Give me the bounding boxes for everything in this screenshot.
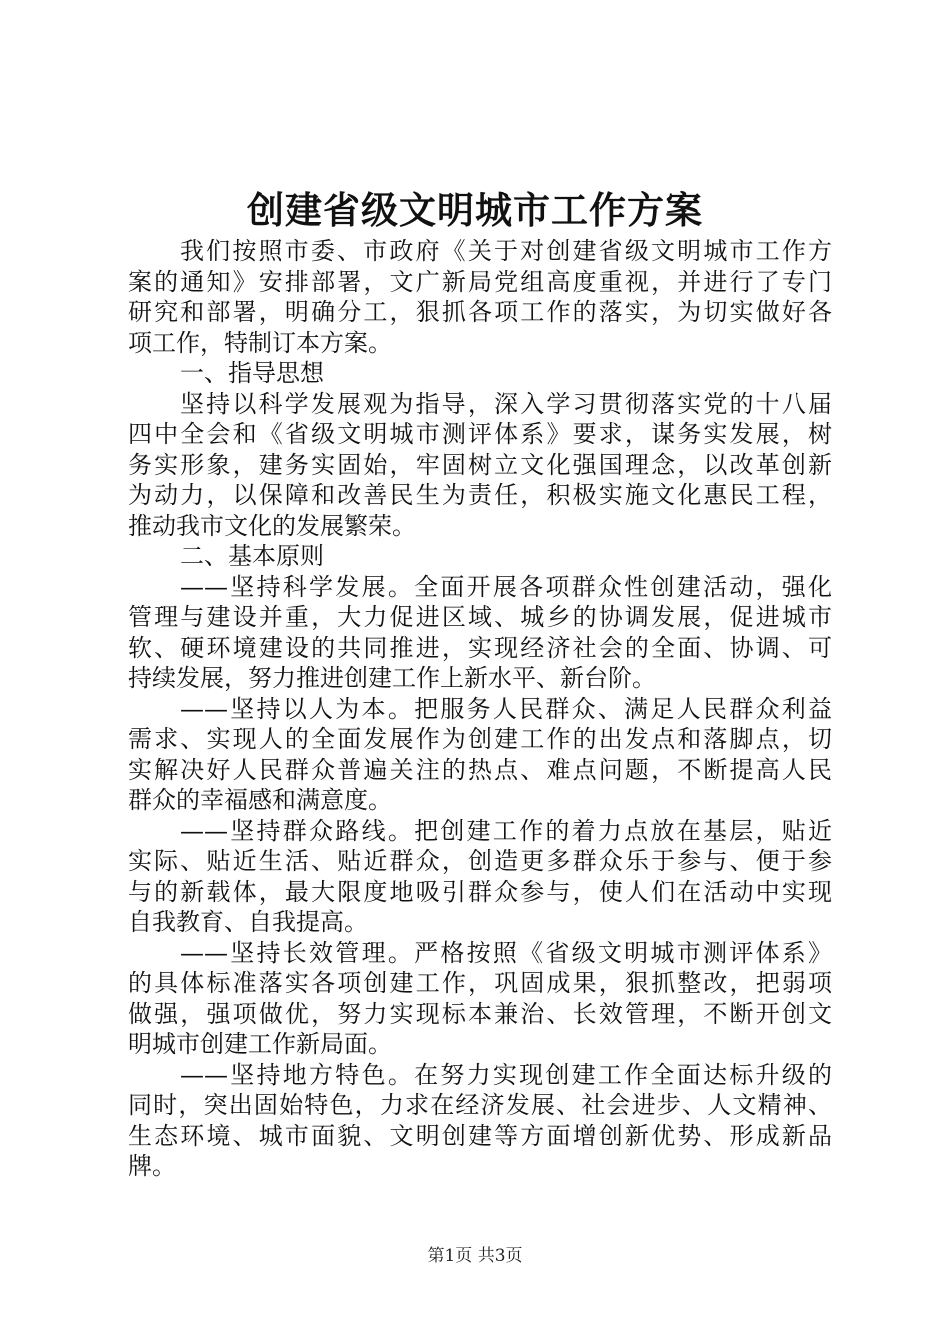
body-line: ——坚持群众路线。把创建工作的着力点放在基层，贴近 (180, 816, 832, 845)
body-line: 自我教育、自我提高。 (128, 908, 368, 936)
body-line: 我们按照市委、市政府《关于对创建省级文明城市工作方 (180, 237, 832, 265)
body-line: 务实形象，建务实固始，牢固树立文化强国理念，以改革创新 (128, 450, 832, 479)
body-line: 坚持以科学发展观为指导，深入学习贯彻落实党的十八届 (180, 389, 832, 418)
body-line: 做强，强项做优，努力实现标本兼治、长效管理，不断开创文 (128, 999, 832, 1028)
body-line: 二、基本原则 (180, 542, 324, 570)
body-line: 项工作，特制订本方案。 (128, 328, 392, 357)
body-line: 同时，突出固始特色，力求在经济发展、社会进步、人文精神、 (128, 1091, 832, 1119)
body-line: 需求、实现人的全面发展作为创建工作的出发点和落脚点，切 (128, 725, 832, 753)
body-line: 实际、贴近生活、贴近群众，创造更多群众乐于参与、便于参 (128, 847, 832, 875)
document-title: 创建省级文明城市工作方案 (247, 188, 703, 232)
body-line: 软、硬环境建设的共同推进，实现经济社会的全面、协调、可 (128, 633, 832, 662)
body-line: 明城市创建工作新局面。 (128, 1030, 392, 1058)
body-line: 实解决好人民群众普遍关注的热点、难点问题，不断提高人民 (128, 755, 832, 784)
body-line: 四中全会和《省级文明城市测评体系》要求，谋务实发展，树 (128, 420, 832, 448)
body-line: ——坚持科学发展。全面开展各项群众性创建活动，强化 (180, 572, 832, 601)
body-line: 研究和部署，明确分工，狠抓各项工作的落实，为切实做好各 (128, 298, 832, 326)
body-line: 生态环境、城市面貌、文明创建等方面增创新优势、形成新品 (128, 1121, 832, 1150)
page-footer: 第1页 共3页 (427, 1246, 523, 1266)
body-line: 的具体标准落实各项创建工作，巩固成果，狠抓整改，把弱项 (128, 969, 832, 997)
body-line: 案的通知》安排部署，文广新局党组高度重视，并进行了专门 (128, 267, 832, 296)
body-line: 管理与建设并重，大力促进区域、城乡的协调发展，促进城市 (128, 603, 832, 631)
body-line: 为动力，以保障和改善民生为责任，积极实施文化惠民工程， (128, 481, 832, 509)
body-line: 牌。 (128, 1152, 176, 1180)
body-line: ——坚持长效管理。严格按照《省级文明城市测评体系》 (180, 938, 832, 967)
body-line: 与的新载体，最大限度地吸引群众参与，使人们在活动中实现 (128, 877, 832, 906)
body-line: 一、指导思想 (180, 359, 324, 387)
document-body (128, 236, 832, 1182)
body-line: 群众的幸福感和满意度。 (128, 786, 392, 814)
body-line: 持续发展，努力推进创建工作上新水平、新台阶。 (128, 664, 656, 692)
body-line: 推动我市文化的发展繁荣。 (128, 511, 416, 540)
body-line: ——坚持以人为本。把服务人民群众、满足人民群众利益 (180, 694, 832, 723)
body-line: ——坚持地方特色。在努力实现创建工作全面达标升级的 (180, 1060, 832, 1089)
